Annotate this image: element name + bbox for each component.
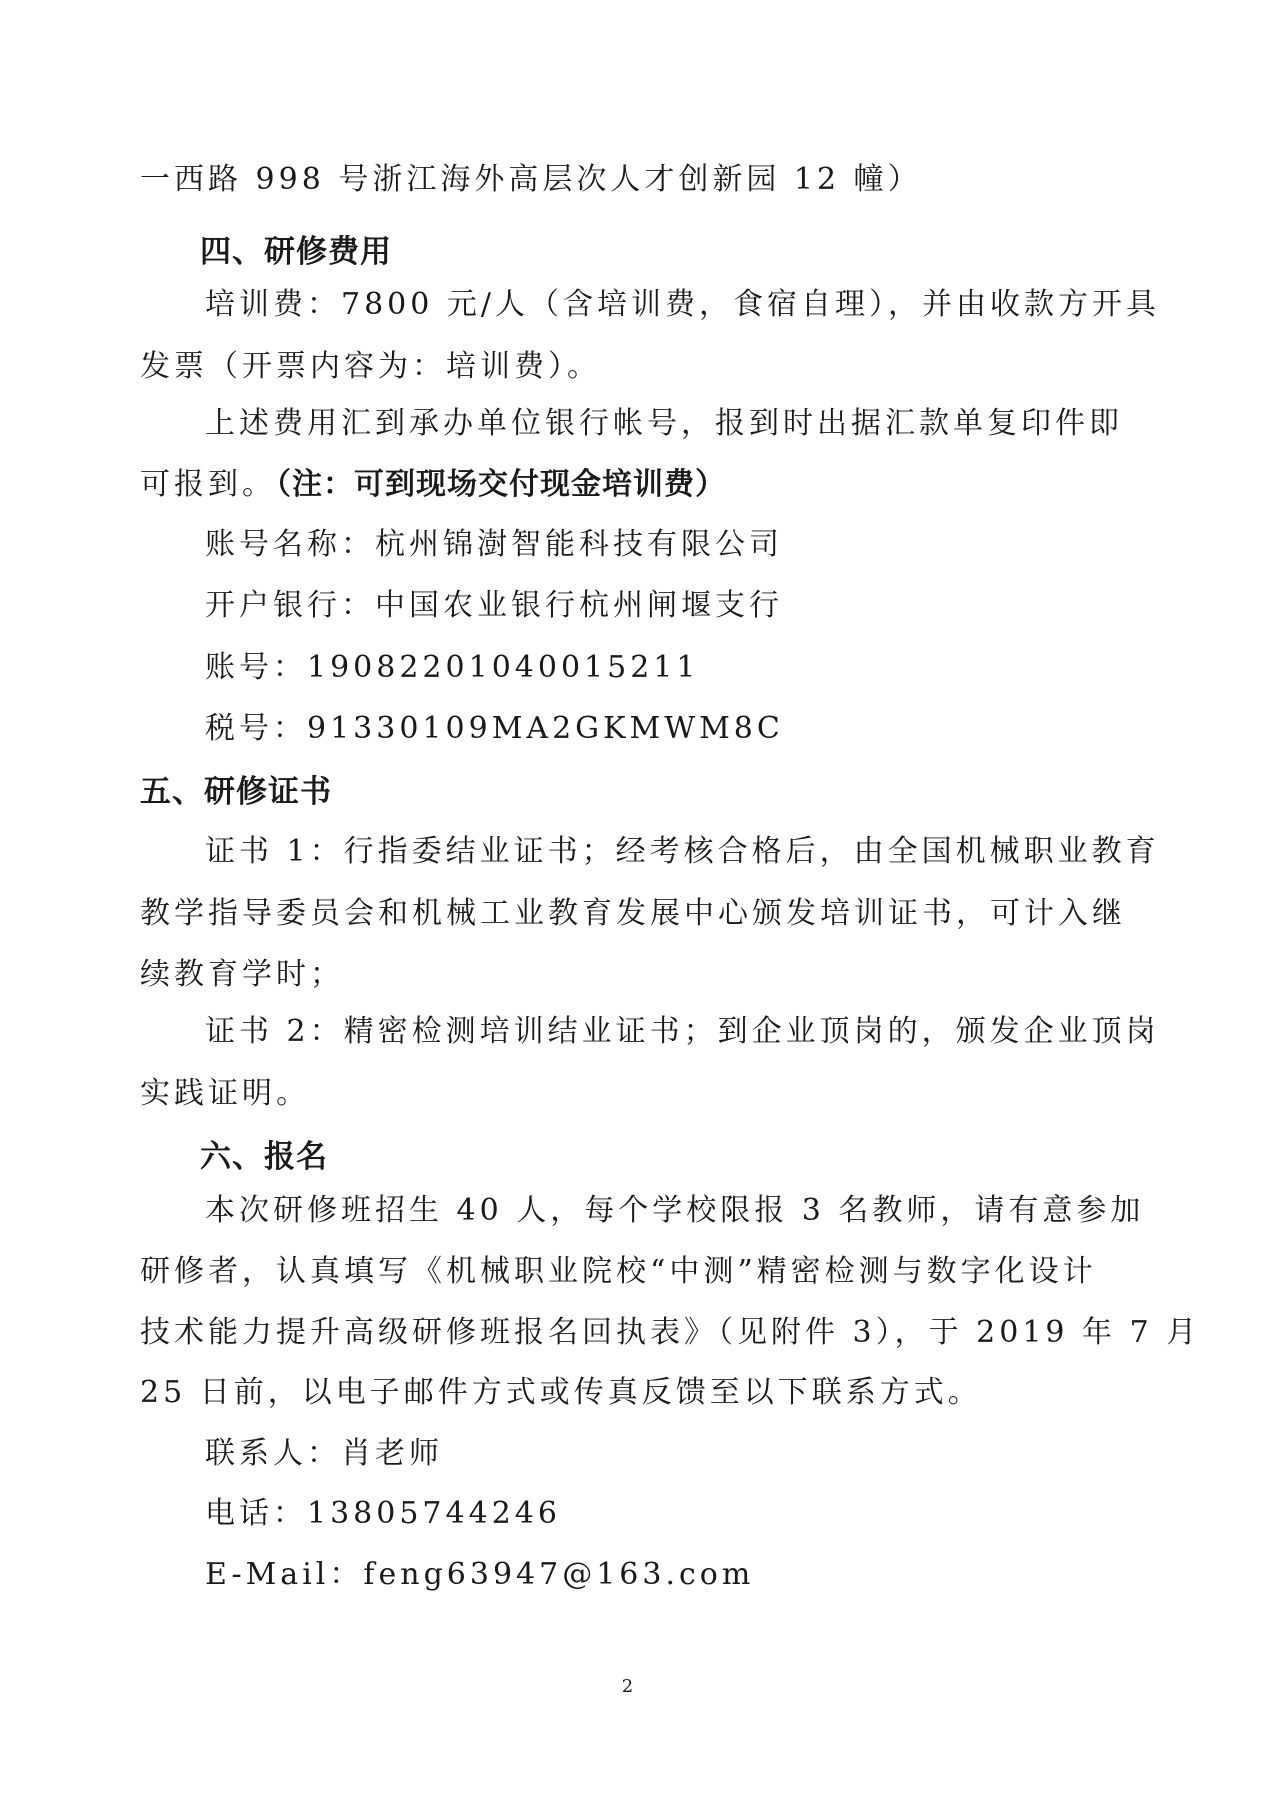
cert2-line-2: 实践证明。 — [140, 1076, 310, 1111]
contact-phone: 电话：13805744246 — [205, 1496, 561, 1531]
cert1-line-2: 教学指导委员会和机械工业教育发展中心颁发培训证书，可计入继 — [140, 896, 1126, 931]
page-number: 2 — [621, 1676, 634, 1697]
contact-person: 联系人：肖老师 — [205, 1436, 443, 1471]
fee-line-2: 发票（开票内容为：培训费）。 — [140, 349, 601, 384]
section-heading-registration: 六、报名 — [200, 1139, 328, 1175]
registration-line-1: 本次研修班招生 40 人，每个学校限报 3 名教师，请有意参加 — [205, 1193, 1145, 1228]
contact-email: E-Mail：feng63947@163.com — [205, 1557, 755, 1592]
cert2-line-1: 证书 2：精密检测培训结业证书；到企业顶岗的，颁发企业顶岗 — [205, 1014, 1160, 1049]
fee-line-1: 培训费：7800 元/人（含培训费，食宿自理），并由收款方开具 — [205, 287, 1160, 322]
cash-payment-note: （注：可到现场交付现金培训费） — [276, 467, 726, 502]
account-number: 账号：19082201040015211 — [205, 650, 700, 685]
address-continuation: 一西路 998 号浙江海外高层次人才创新园 12 幢） — [140, 162, 922, 197]
cert1-line-1: 证书 1：行指委结业证书；经考核合格后，由全国机械职业教育 — [205, 834, 1160, 869]
section-heading-fees: 四、研修费用 — [200, 234, 392, 270]
registration-line-3: 技术能力提升高级研修班报名回执表》（见附件 3），于 2019 年 7 月 — [140, 1315, 1201, 1350]
section-heading-certificates: 五、研修证书 — [140, 774, 332, 810]
account-name: 账号名称：杭州锦澍智能科技有限公司 — [205, 527, 783, 562]
registration-line-4: 25 日前，以电子邮件方式或传真反馈至以下联系方式。 — [140, 1375, 982, 1410]
remit-line-2 — [140, 465, 1140, 505]
bank-name: 开户银行：中国农业银行杭州闸堰支行 — [205, 588, 783, 623]
remit-line-2-text: 可报到。 — [140, 467, 276, 502]
remit-line-1: 上述费用汇到承办单位银行帐号，报到时出据汇款单复印件即 — [205, 406, 1123, 441]
registration-line-2: 研修者，认真填写《机械职业院校“中测”精密检测与数字化设计 — [140, 1254, 1097, 1289]
cert1-line-3: 续教育学时； — [140, 957, 344, 992]
tax-number: 税号：91330109MA2GKMWM8C — [205, 711, 784, 746]
